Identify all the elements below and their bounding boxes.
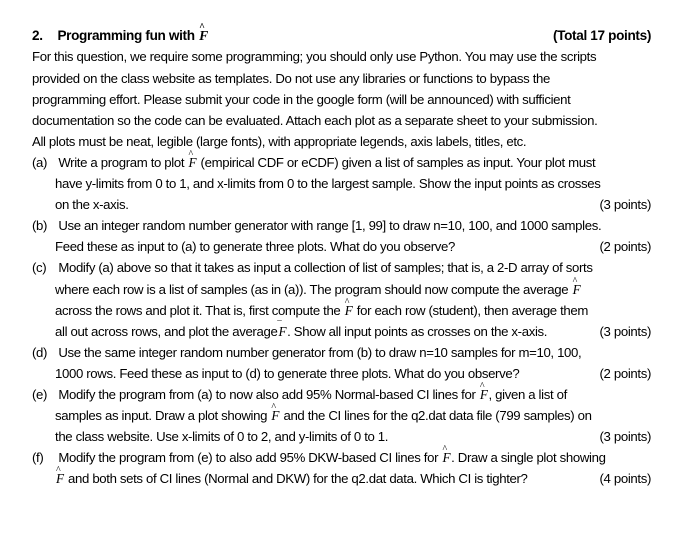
part-b-text: Use an integer random number generator with range [1, 99] to draw n=10, 100, and 1000 samples.: [58, 218, 602, 233]
part-e-text: , given a list of: [488, 387, 567, 402]
part-e-text: samples as input. Draw a plot showing: [55, 408, 268, 423]
part-f-line-1: [32, 448, 651, 468]
part-b-text: Feed these as input to (a) to generate three plots. What do you observe?: [55, 239, 455, 254]
part-e-line-2: [55, 406, 651, 426]
part-b-line-1: [32, 216, 651, 236]
part-b-points: (2 points): [599, 239, 651, 254]
part-c-text: where each row is a list of samples (as in (a)). The program should now compute the average: [55, 282, 569, 297]
f-hat-symbol: ^ F: [441, 448, 451, 468]
part-d-label: (d): [32, 345, 48, 360]
intro-line-5: All plots must be neat, legible (large fonts), with appropriate legends, axis labels, titles, etc.: [32, 134, 527, 149]
part-a-line-1: [32, 153, 651, 173]
part-a-line-2: have y-limits from 0 to 1, and x-limits from 0 to the largest sample. Show the input points as crosses: [55, 176, 601, 191]
part-a-text: Write a program to plot: [58, 155, 185, 170]
f-hat-symbol: ^ F: [572, 280, 582, 300]
f-hat-symbol: ^ F: [198, 26, 209, 46]
part-f-text: Modify the program from (e) to also add 95% DKW-based CI lines for: [58, 450, 439, 465]
part-f-text: . Draw a single plot showing: [451, 450, 606, 465]
part-c-text: Modify (a) above so that it takes as input a collection of list of samples; that is, a 2-D array of sorts: [58, 260, 593, 275]
part-c-label: (c): [32, 260, 47, 275]
total-points: (Total 17 points): [552, 28, 651, 43]
part-e-line-1: [32, 385, 651, 405]
intro-line-2: provided on the class website as templates. Do not use any libraries or functions to bypass the: [32, 71, 550, 86]
question-number: 2.: [32, 28, 43, 43]
part-c-text: all out across rows, and plot the average: [55, 324, 278, 339]
part-e-text: the class website. Use x-limits of 0 to 2, and y-limits of 0 to 1.: [55, 429, 389, 444]
part-c-text: for each row (student), then average them: [356, 303, 589, 318]
part-d-points: (2 points): [599, 366, 651, 381]
part-b-line-2: [55, 237, 651, 257]
part-c-points: (3 points): [599, 324, 651, 339]
part-e-label: (e): [32, 387, 48, 402]
part-f-text: and both sets of CI lines (Normal and DKW) for the q2.dat data. Which CI is tighter?: [68, 471, 528, 486]
f-hat-symbol: ^ F: [344, 301, 354, 321]
part-e-points: (3 points): [599, 429, 651, 444]
question-heading: [32, 26, 651, 46]
intro-line-4: documentation so the code can be evaluated. Attach each plot as a separate sheet to your submission.: [32, 113, 598, 128]
part-c-line-2: [55, 280, 651, 300]
part-d-text: Use the same integer random number generator from (b) to draw n=10 samples for m=10, 100,: [58, 345, 582, 360]
part-c-line-4: [55, 322, 651, 342]
part-f-points: (4 points): [599, 471, 651, 486]
part-e-text: Modify the program from (a) to now also add 95% Normal-based CI lines for: [58, 387, 476, 402]
part-e-line-3: [55, 427, 651, 447]
part-a-text: (empirical CDF or eCDF) given a list of samples as input. Your plot must: [200, 155, 596, 170]
part-a-text: on the x-axis.: [55, 197, 129, 212]
part-e-text: and the CI lines for the q2.dat data file (799 samples) on: [283, 408, 592, 423]
f-hat-symbol: ^ F: [479, 385, 489, 405]
part-a-line-3: [55, 195, 651, 215]
part-a-points: (3 points): [599, 197, 651, 212]
part-a-label: (a): [32, 155, 48, 170]
intro-line-1: For this question, we require some programming; you should only use Python. You may use the scripts: [32, 49, 597, 64]
part-c-text: . Show all input points as crosses on the x-axis.: [287, 324, 548, 339]
part-d-line-2: [55, 364, 651, 384]
part-b-label: (b): [32, 218, 48, 233]
f-hat-symbol: ^ F: [188, 153, 198, 173]
part-d-text: 1000 rows. Feed these as input to (d) to generate three plots. What do you observe?: [55, 366, 520, 381]
part-f-line-2: [55, 469, 651, 489]
intro-line-3: programming effort. Please submit your code in the google form (will be announced) with sufficient: [32, 92, 571, 107]
f-bar-symbol: ‾ F: [277, 322, 287, 342]
part-f-label: (f): [32, 450, 44, 465]
part-c-line-1: [32, 258, 651, 278]
part-c-line-3: [55, 301, 651, 321]
part-d-line-1: [32, 343, 651, 363]
part-c-text: across the rows and plot it. That is, first compute the: [55, 303, 341, 318]
question-title: Programming fun with: [57, 28, 195, 43]
f-hat-symbol: ^ F: [55, 469, 65, 489]
f-hat-symbol: ^ F: [270, 406, 280, 426]
